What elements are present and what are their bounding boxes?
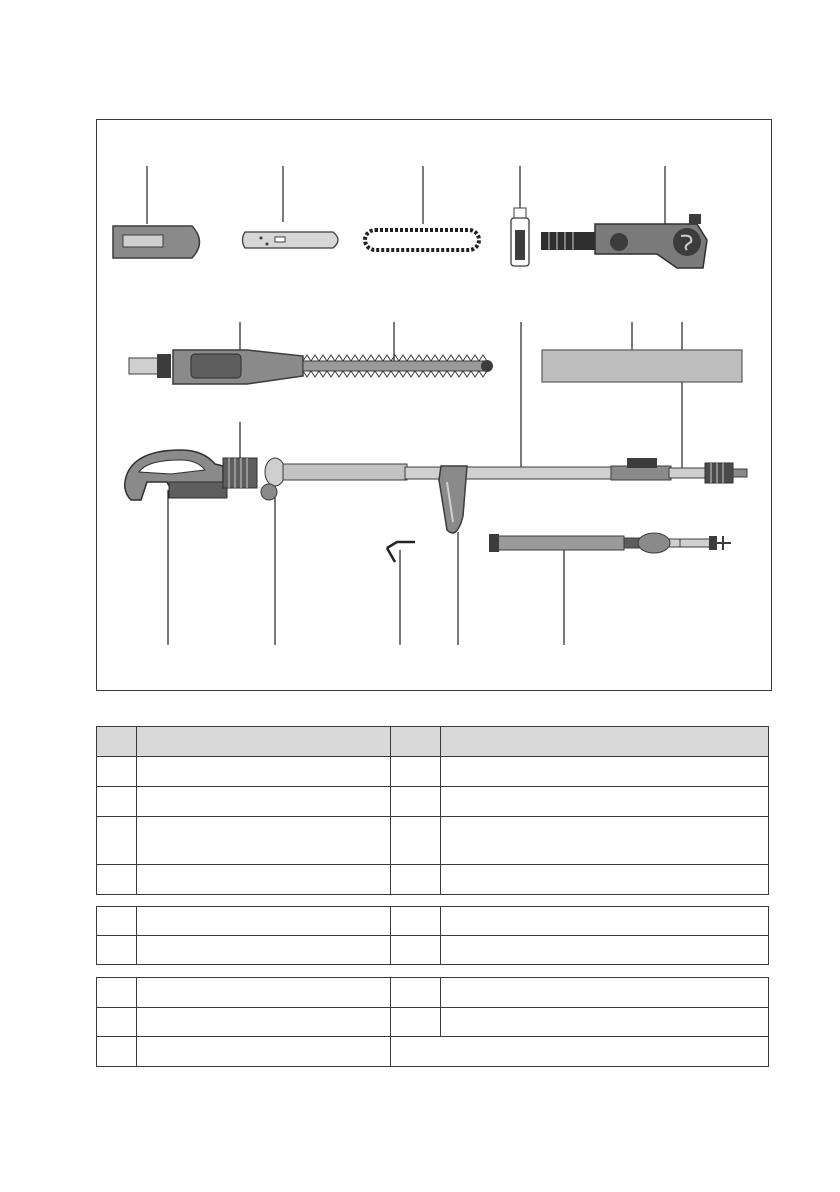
table-cell	[391, 907, 441, 936]
parts-illustration	[97, 120, 773, 692]
table-cell	[391, 757, 441, 787]
table-row	[97, 1037, 769, 1067]
table-cell	[97, 978, 137, 1008]
table-cell	[137, 757, 391, 787]
table-row	[97, 865, 769, 895]
hex-key-icon	[387, 542, 415, 562]
table-cell	[441, 727, 769, 757]
table-cell	[391, 936, 441, 965]
table-cell	[391, 1008, 441, 1037]
table-row	[97, 1008, 769, 1037]
table-cell	[391, 978, 441, 1008]
table-cell	[137, 787, 391, 817]
hedge-trimmer-icon	[129, 350, 493, 384]
table-cell	[441, 978, 769, 1008]
table-cell	[97, 787, 137, 817]
table-cell	[137, 1037, 391, 1067]
table-row	[97, 936, 769, 965]
table-cell	[391, 817, 441, 865]
table-cell	[97, 936, 137, 965]
table-cell	[97, 865, 137, 895]
chainsaw-head-icon	[541, 214, 707, 268]
table-row	[97, 817, 769, 865]
table-cell	[137, 907, 391, 936]
table-cell	[441, 907, 769, 936]
parts-table-1	[96, 726, 769, 895]
handle-unit-icon	[125, 450, 285, 500]
table-cell	[441, 817, 769, 865]
table-cell	[137, 978, 391, 1008]
table-cell	[137, 865, 391, 895]
parts-table-2	[96, 906, 769, 965]
shoulder-strap-icon	[489, 533, 731, 553]
table-cell	[391, 787, 441, 817]
blade-cover-icon	[542, 350, 742, 382]
table-cell	[137, 727, 391, 757]
table-cell	[137, 817, 391, 865]
parts-table-3	[96, 977, 769, 1067]
table-cell	[391, 727, 441, 757]
bar-cover-icon	[113, 226, 200, 258]
guide-bar-icon	[243, 232, 339, 248]
parts-figure	[96, 119, 772, 691]
table-row	[97, 757, 769, 787]
table-cell	[441, 865, 769, 895]
table-cell	[97, 907, 137, 936]
table-row	[97, 907, 769, 936]
table-cell	[391, 865, 441, 895]
table-row	[97, 787, 769, 817]
oil-bottle-icon	[511, 208, 529, 266]
extension-tube-icon	[283, 458, 747, 483]
table-cell	[97, 1008, 137, 1037]
table-cell	[137, 1008, 391, 1037]
table-cell	[441, 757, 769, 787]
table-cell	[441, 936, 769, 965]
table-cell	[97, 817, 137, 865]
table-cell-merged	[391, 1037, 769, 1067]
table-cell	[97, 757, 137, 787]
auxiliary-handle-icon	[439, 466, 467, 533]
table-cell	[97, 727, 137, 757]
table-cell	[441, 1008, 769, 1037]
table-cell	[97, 1037, 137, 1067]
table-row	[97, 978, 769, 1008]
table-cell	[441, 787, 769, 817]
saw-chain-icon	[365, 230, 479, 250]
table-header-row	[97, 727, 769, 757]
table-cell	[137, 936, 391, 965]
